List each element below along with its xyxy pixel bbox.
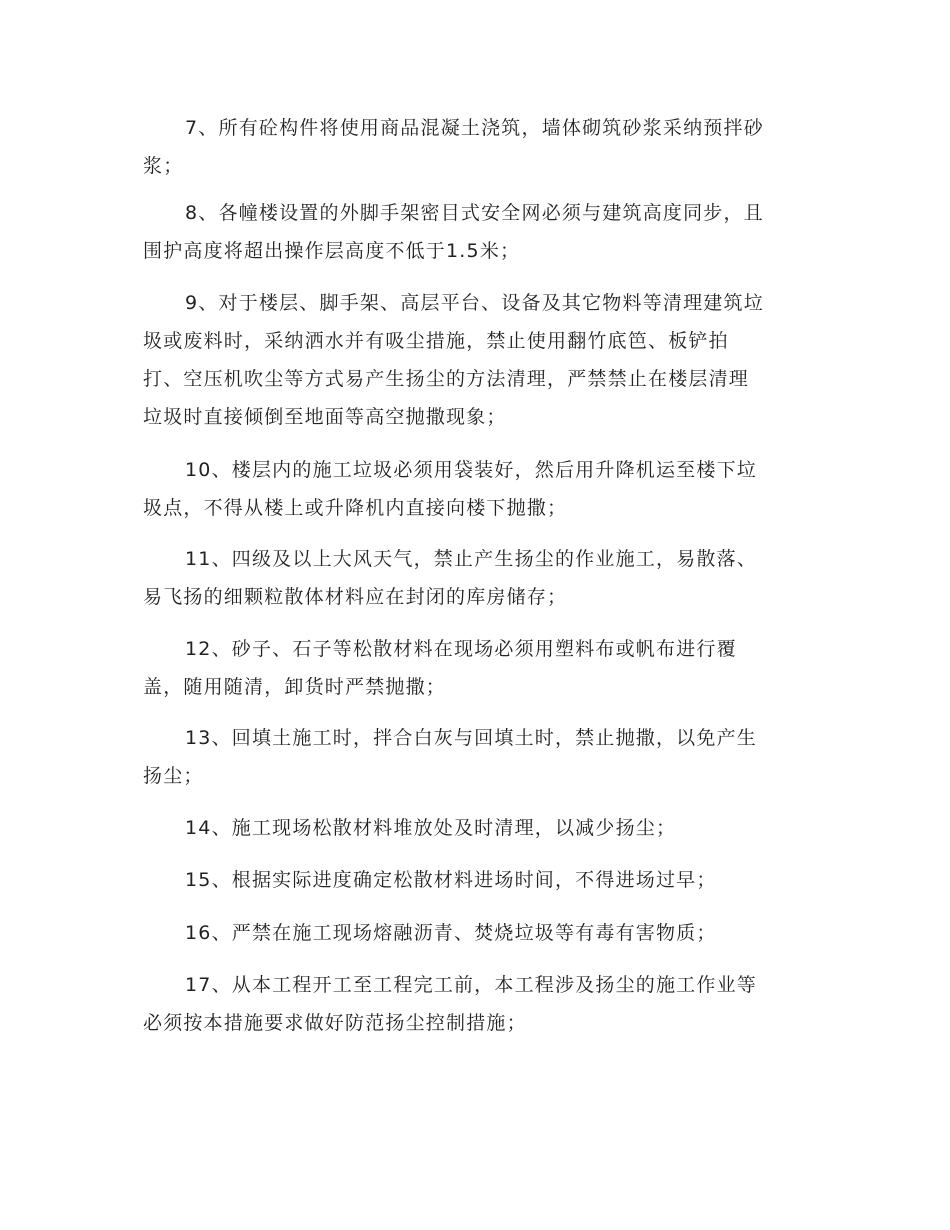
paragraph-item-13	[143, 719, 808, 795]
paragraph-item-9	[143, 284, 808, 436]
paragraph-line: 7、所有砼构件将使用商品混凝土浇筑，墙体砌筑砂浆采纳预拌砂	[185, 117, 764, 139]
paragraph-item-16	[143, 914, 808, 952]
paragraph-item-17	[143, 966, 808, 1042]
paragraph-line: 圾点，不得从楼上或升降机内直接向楼下抛撒；	[143, 497, 568, 519]
paragraph-item-12	[143, 630, 808, 706]
paragraph-line: 打、空压机吹尘等方式易产生扬尘的方法清理，严禁禁止在楼层清理	[143, 368, 750, 390]
paragraph-item-7	[143, 109, 808, 185]
paragraph-line: 盖，随用随清，卸货时严禁抛撒；	[143, 676, 447, 698]
paragraph-line: 必须按本措施要求做好防范扬尘控制措施；	[143, 1012, 527, 1034]
paragraph-line: 16、严禁在施工现场熔融沥青、焚烧垃圾等有毒有害物质；	[185, 922, 717, 944]
paragraph-item-11	[143, 540, 808, 616]
paragraph-line: 浆；	[143, 155, 184, 177]
paragraph-item-8	[143, 194, 808, 270]
paragraph-line: 易飞扬的细颗粒散体材料应在封闭的库房储存；	[143, 586, 568, 608]
paragraph-line: 17、从本工程开工至工程完工前，本工程涉及扬尘的施工作业等	[185, 974, 757, 996]
paragraph-line: 11、四级及以上大风天气，禁止产生扬尘的作业施工，易散落、	[185, 548, 757, 570]
paragraph-item-14	[143, 809, 808, 847]
paragraph-line: 13、回填土施工时，拌合白灰与回填土时，禁止抛撒，以免产生	[185, 727, 757, 749]
paragraph-line: 15、根据实际进度确定松散材料进场时间，不得进场过早；	[185, 869, 717, 891]
paragraph-line: 扬尘；	[143, 765, 204, 787]
paragraph-line: 10、楼层内的施工垃圾必须用袋装好，然后用升降机运至楼下垃	[185, 459, 757, 481]
paragraph-line: 12、砂子、石子等松散材料在现场必须用塑料布或帆布进行覆	[185, 638, 737, 660]
paragraph-item-10	[143, 451, 808, 527]
paragraph-line: 圾或废料时，采纳洒水并有吸尘措施，禁止使用翻竹底笆、板铲拍	[143, 330, 729, 352]
paragraph-line: 垃圾时直接倾倒至地面等高空抛撒现象；	[143, 406, 507, 428]
paragraph-line: 8、各幢楼设置的外脚手架密目式安全网必须与建筑高度同步，且	[185, 202, 764, 224]
paragraph-line: 围护高度将超出操作层高度不低于1.5米；	[143, 240, 521, 262]
paragraph-item-15	[143, 861, 808, 899]
paragraph-line: 9、对于楼层、脚手架、高层平台、设备及其它物料等清理建筑垃	[185, 292, 764, 314]
paragraph-line: 14、施工现场松散材料堆放处及时清理，以减少扬尘；	[185, 817, 677, 839]
